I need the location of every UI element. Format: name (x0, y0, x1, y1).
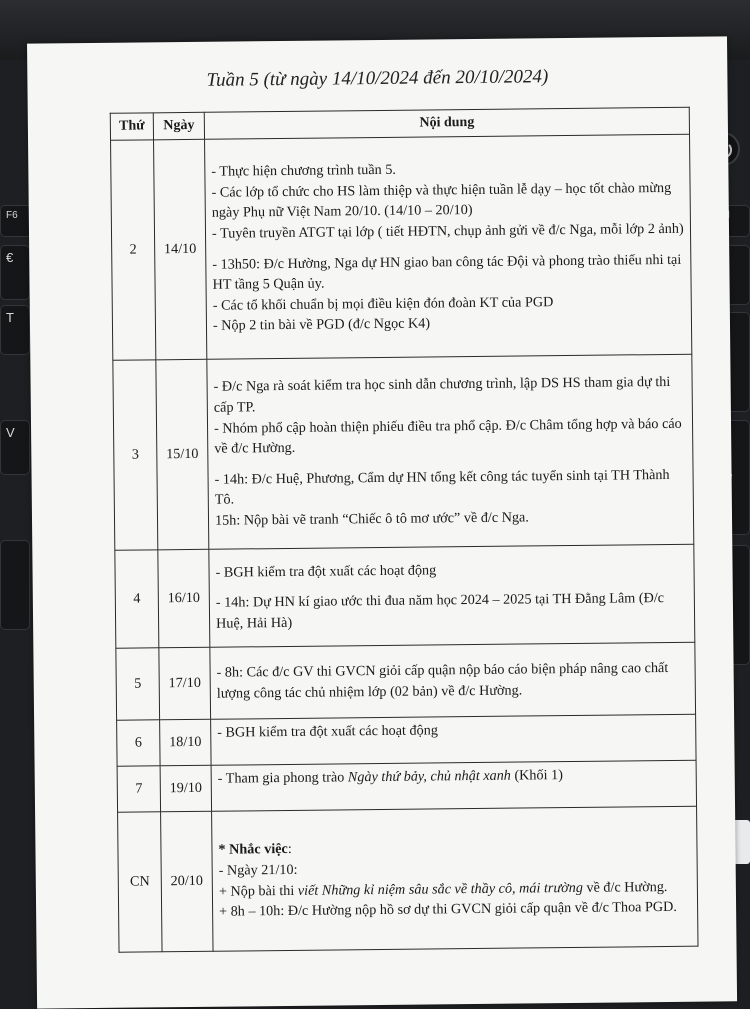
content-italic: viết Những kỉ niệm sâu sắc về thầy cô, mái trường (297, 879, 583, 899)
cell-ngay: 20/10 (161, 811, 213, 952)
cell-noi-dung (207, 354, 694, 549)
cell-ngay: 17/10 (159, 647, 211, 720)
key-v (0, 420, 30, 475)
cell-thu: 7 (117, 766, 160, 812)
cell-ngay: 18/10 (160, 719, 211, 766)
content-text: (Khối 1) (510, 767, 563, 784)
cell-ngay: 19/10 (160, 765, 211, 812)
key-t-label: T (6, 310, 14, 325)
header-thu: Thứ (110, 113, 153, 140)
content-line: - Tuyên truyền ATGT tại lớp ( tiết HĐTN, chụp ảnh gửi về đ/c Nga, mỗi lớp 2 ảnh) (211, 220, 684, 242)
key-euro-label: € (6, 250, 14, 265)
table-row (113, 354, 694, 550)
cell-ngay: 16/10 (158, 549, 210, 648)
cell-thu: 4 (115, 550, 159, 648)
table-row (116, 642, 696, 720)
cell-thu: 5 (116, 648, 160, 720)
cell-noi-dung (205, 134, 692, 359)
cell-thu: 2 (111, 140, 156, 360)
cell-noi-dung (210, 642, 696, 719)
content-text: + Nộp bài thi (218, 882, 298, 900)
content-line: - BGH kiểm tra đột xuất các hoạt động (215, 562, 437, 581)
cell-noi-dung (211, 714, 696, 765)
cell-noi-dung (211, 760, 696, 811)
cell-noi-dung (212, 806, 698, 951)
table-row (117, 714, 696, 766)
cell-ngay: 14/10 (154, 139, 207, 360)
content-line: - Nộp 2 tin bài về PGD (đ/c Ngọc K4) (212, 315, 431, 335)
paper-sheet (27, 36, 737, 1008)
content-line: - 8h: Các đ/c GV thi GVCN giỏi cấp quận nộp báo cáo biện pháp nâng cao chất lượng công tác chủ nhiệm lớp (02 bản) về đ/c Hường. (216, 659, 669, 702)
cell-ngay: 15/10 (156, 359, 209, 550)
reminder-heading-bold: * Nhắc việc (218, 841, 288, 859)
key-euro (0, 245, 30, 300)
key-v-label: V (6, 425, 15, 440)
key-f6-label: F6 (6, 210, 18, 221)
table-row (118, 806, 698, 952)
keyboard-key (0, 540, 30, 630)
content-text: về đ/c Hường. (582, 878, 668, 896)
content-line: + 8h – 10h: Đ/c Hường nộp hồ sơ dự thi GVCN giỏi cấp quận về đ/c Thoa PGD. (219, 899, 677, 920)
cell-thu: 6 (117, 720, 160, 766)
page-title: Tuần 5 (từ ngày 14/10/2024 đến 20/10/2024) (206, 66, 549, 91)
content-line: - Các lớp tổ chức cho HS làm thiệp và thực hiện tuần lễ dạy – học tốt chào mừng ngày Phụ nữ Việt Nam 20/10. (14/10 – 20/10) (211, 179, 672, 222)
content-italic: Ngày thứ bảy, chủ nhật xanh (347, 767, 511, 786)
content-text: - Tham gia phong trào (217, 769, 348, 787)
key-t (0, 305, 30, 355)
schedule-table (110, 107, 699, 953)
content-line: - 14h: Dự HN kí giao ước thi đua năm học 2024 – 2025 tại TH Đằng Lâm (Đ/c Huệ, Hải Hà) (215, 590, 665, 632)
reminder-heading-colon: : (287, 841, 292, 858)
cell-thu: CN (118, 812, 162, 952)
cell-noi-dung (209, 544, 695, 647)
content-line: - Đ/c Nga rà soát kiểm tra học sinh dẫn chương trình, lập DS HS tham gia dự thi cấp TP. (213, 374, 671, 416)
table-row (115, 544, 695, 648)
content-line: - Nhóm phổ cập hoàn thiện phiếu điều tra phổ cập. Đ/c Châm tổng hợp và báo cáo về đ/c Hường. (213, 415, 682, 457)
content-line: 15h: Nộp bài vẽ tranh “Chiếc ô tô mơ ước” về đ/c Nga. (214, 509, 529, 529)
table-row (117, 760, 696, 812)
table-row (111, 134, 692, 360)
content-line: - 14h: Đ/c Huệ, Phương, Cẩm dự HN tổng kết công tác tuyển sinh tại TH Thành Tô. (214, 466, 670, 509)
content-line: - Thực hiện chương trình tuần 5. (211, 161, 397, 180)
cell-thu: 3 (113, 360, 158, 550)
content-line: - Các tổ khối chuẩn bị mọi điều kiện đón đoàn KT của PGD (212, 293, 554, 314)
content-line: - 13h50: Đ/c Hường, Nga dự HN giao ban công tác Đội và phong trào thiếu nhi tại HT tầng 5 Quận ủy. (212, 251, 682, 293)
header-noi-dung: Nội dung (204, 107, 689, 139)
content-line: - BGH kiểm tra đột xuất các hoạt động (217, 722, 438, 741)
header-ngay: Ngày (153, 112, 204, 140)
content-line: - Ngày 21/10: (218, 861, 298, 879)
